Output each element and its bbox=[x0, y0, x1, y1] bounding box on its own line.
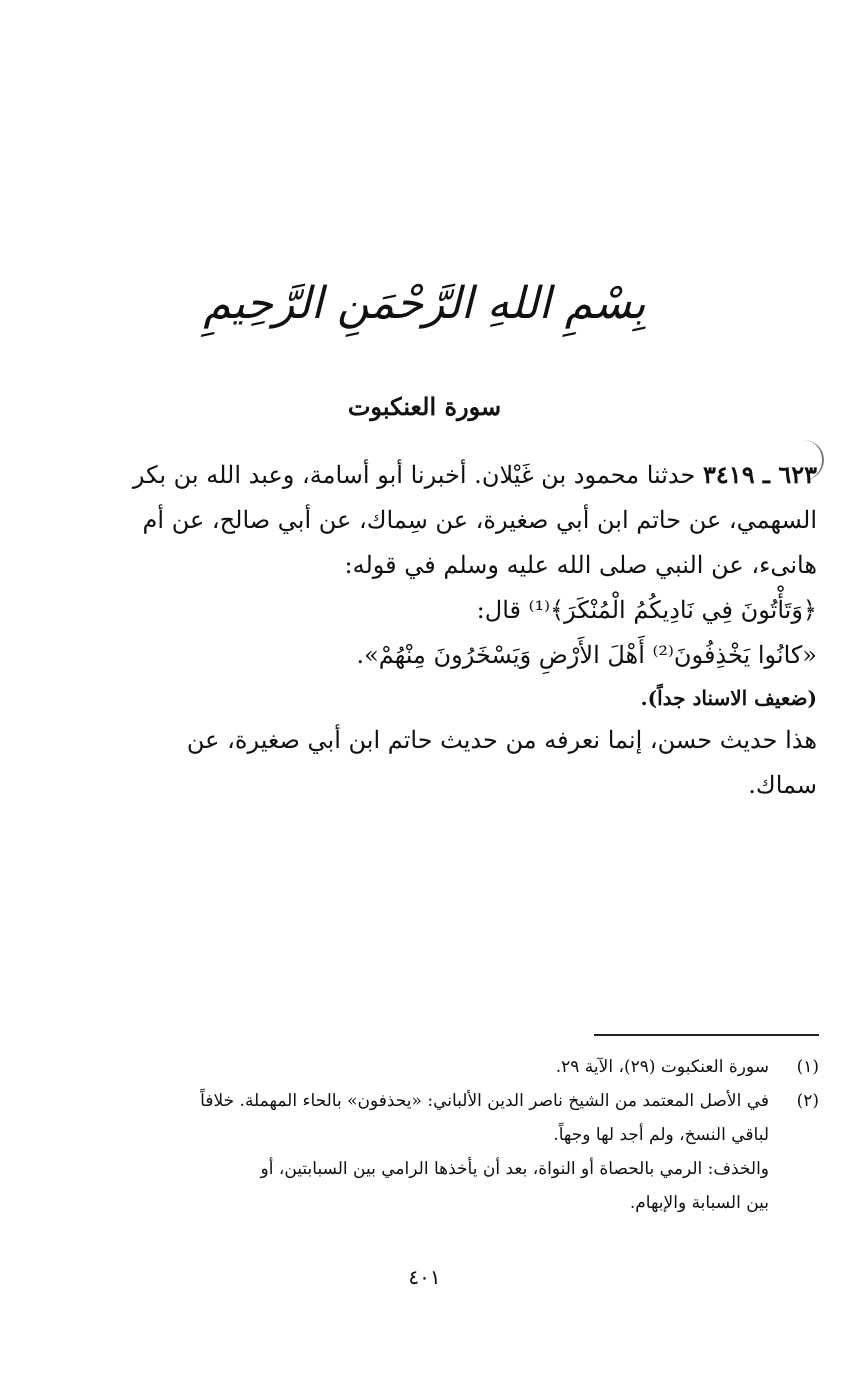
footnote-2-text-1: في الأصل المعتمد من الشيخ ناصر الدين الألباني: «يحذفون» بالحاء المهملة. خلافاً bbox=[200, 1091, 769, 1111]
hadith-line-3: هانىء، عن النبي صلى الله عليه وسلم في قوله: bbox=[344, 551, 817, 579]
footnote-divider bbox=[594, 1034, 819, 1036]
footnote-2-text-3: والخذف: الرمي بالحصاة أو النواة، بعد أن يأخذها الرامي بين السبابتين، أو bbox=[260, 1159, 769, 1179]
comment-line-1: هذا حديث حسن، إنما نعرفه من حديث حاتم ابن أبي صغيرة، عن bbox=[186, 726, 817, 754]
hadith-line-1 bbox=[72, 452, 817, 498]
footnote-2 bbox=[59, 1084, 819, 1118]
surah-title: سورة العنكبوت bbox=[347, 392, 502, 421]
grading-note: (ضعيف الاسناد جداً). bbox=[640, 686, 817, 710]
hadith-number: ٦٢٣ ـ ٣٤١٩ bbox=[703, 460, 817, 489]
footnote-2-text-2: لباقي النسخ، ولم أجد لها وجهاً. bbox=[553, 1125, 769, 1145]
footnotes bbox=[59, 1050, 819, 1220]
footnote-1-number: (١) bbox=[796, 1057, 819, 1077]
comment-line-2: سماك. bbox=[748, 771, 817, 799]
footnote-2-number: (٢) bbox=[796, 1091, 819, 1111]
page-number: ٤٠١ bbox=[408, 1265, 441, 1289]
footnote-1-text: سورة العنكبوت (٢٩)، الآية ٢٩. bbox=[555, 1057, 769, 1077]
hadith-quote-line: «كانُوا يَخْذِفُونَ⁽²⁾ أَهْلَ الأَرْضِ وَيَسْخَرُونَ مِنْهُمْ». bbox=[356, 641, 817, 669]
basmala-heading: بِسْمِ اللهِ الرَّحْمَنِ الرَّحِيمِ bbox=[203, 278, 646, 329]
quran-verse-line: ﴿وَتَأْتُونَ فِي نَادِيكُمُ الْمُنْكَرَ﴾⁽¹⁾ قال: bbox=[476, 596, 817, 624]
hadith-line-2: السهمي، عن حاتم ابن أبي صغيرة، عن سِماك، عن أبي صالح، عن أم bbox=[142, 506, 817, 534]
footnote-1 bbox=[59, 1050, 819, 1084]
hadith-text bbox=[72, 452, 817, 808]
hadith-line-1-text: حدثنا محمود بن غَيْلان. أخبرنا أبو أسامة، وعبد الله بن بكر bbox=[132, 461, 696, 489]
footnote-2-text-4: بين السبابة والإبهام. bbox=[629, 1193, 769, 1213]
